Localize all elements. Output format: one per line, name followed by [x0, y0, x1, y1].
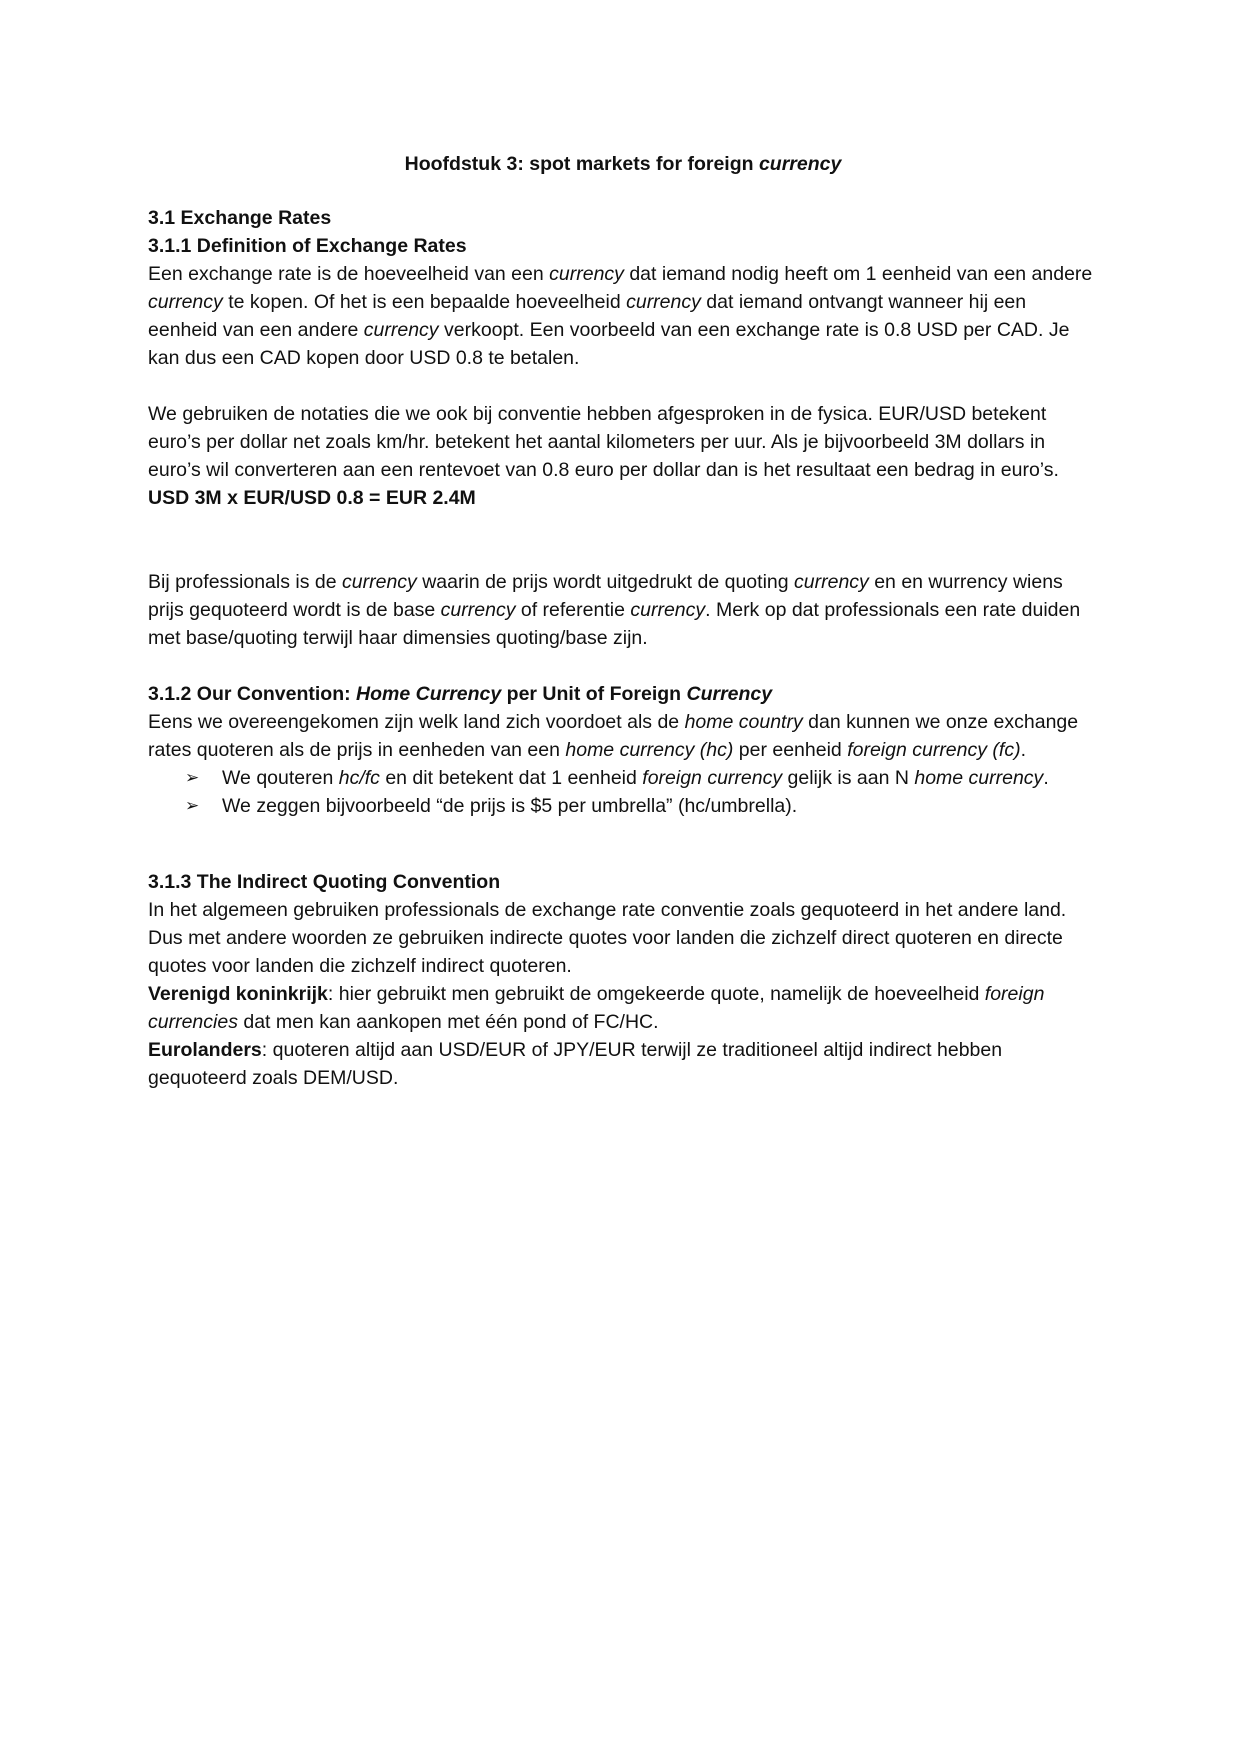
- section-heading-3-1-1: 3.1.1 Definition of Exchange Rates: [148, 235, 467, 257]
- paragraph-notation: We gebruiken de notaties die we ook bij conventie hebben afgesproken in de fysica. EUR/USD betekent euro’s per dollar net zoals km/hr. betekent het aantal kilometers per uur. Als je bijvoorbeeld 3M dollars in euro’s wil converteren aan een rentevoet van 0.8 euro per dollar dan is het resultaat een bedrag in euro’s. USD 3M x EUR/USD 0.8 = EUR 2.4M: [148, 403, 1059, 509]
- paragraph-professionals: Bij professionals is de currency waarin de prijs wordt uitgedrukt de quoting currency en en wurrency wiens prijs gequoteerd wordt is de base currency of referentie currency. Merk op dat professionals een rate duiden met base/quoting terwijl haar dimensies quoting/base zijn.: [148, 571, 1081, 649]
- section-heading-3-1: 3.1 Exchange Rates: [148, 207, 332, 229]
- arrow-bullet-icon: ➢: [185, 796, 200, 815]
- document-title: Hoofdstuk 3: spot markets for foreign currency: [404, 153, 842, 175]
- paragraph-united-kingdom: Verenigd koninkrijk: hier gebruikt men gebruikt de omgekeerde quote, namelijk de hoeveelheid foreign currencies dat men kan aankopen met één pond of FC/HC.: [148, 983, 1045, 1033]
- arrow-bullet-icon: ➢: [185, 768, 200, 787]
- paragraph-indirect: In het algemeen gebruiken professionals de exchange rate conventie zoals gequoteerd in het andere land. Dus met andere woorden ze gebruiken indirecte quotes voor landen die zichzelf direct quoteren en directe quotes voor landen die zichzelf indirect quoteren.: [148, 899, 1067, 977]
- bullet-list: [148, 764, 1098, 820]
- example-formula: USD 3M x EUR/USD 0.8 = EUR 2.4M: [148, 487, 476, 509]
- document-page: [148, 150, 1098, 1092]
- list-item: ➢ We qouteren hc/fc en dit betekent dat 1 eenheid foreign currency gelijk is aan N home currency.: [222, 764, 1098, 792]
- title-italic: currency: [758, 153, 842, 175]
- paragraph-eurolanders: Eurolanders: quoteren altijd aan USD/EUR of JPY/EUR terwijl ze traditioneel altijd indirect hebben gequoteerd zoals DEM/USD.: [148, 1039, 1003, 1089]
- paragraph-definition: Een exchange rate is de hoeveelheid van een currency dat iemand nodig heeft om 1 eenheid van een andere currency te kopen. Of het is een bepaalde hoeveelheid currency dat iemand ontvangt wanneer hij een eenheid van een andere currency verkoopt. Een voorbeeld van een exchange rate is 0.8 USD per CAD. Je kan dus een CAD kopen door USD 0.8 te betalen.: [148, 263, 1093, 369]
- section-heading-3-1-2: 3.1.2 Our Convention: Home Currency per Unit of Foreign Currency: [148, 683, 773, 705]
- paragraph-convention: Eens we overeengekomen zijn welk land zich voordoet als de home country dan kunnen we onze exchange rates quoteren als de prijs in eenheden van een home currency (hc) per eenheid foreign currency (fc).: [148, 711, 1079, 761]
- section-heading-3-1-3: 3.1.3 The Indirect Quoting Convention: [148, 871, 501, 893]
- list-item: ➢ We zeggen bijvoorbeeld “de prijs is $5 per umbrella” (hc/umbrella).: [222, 792, 1098, 820]
